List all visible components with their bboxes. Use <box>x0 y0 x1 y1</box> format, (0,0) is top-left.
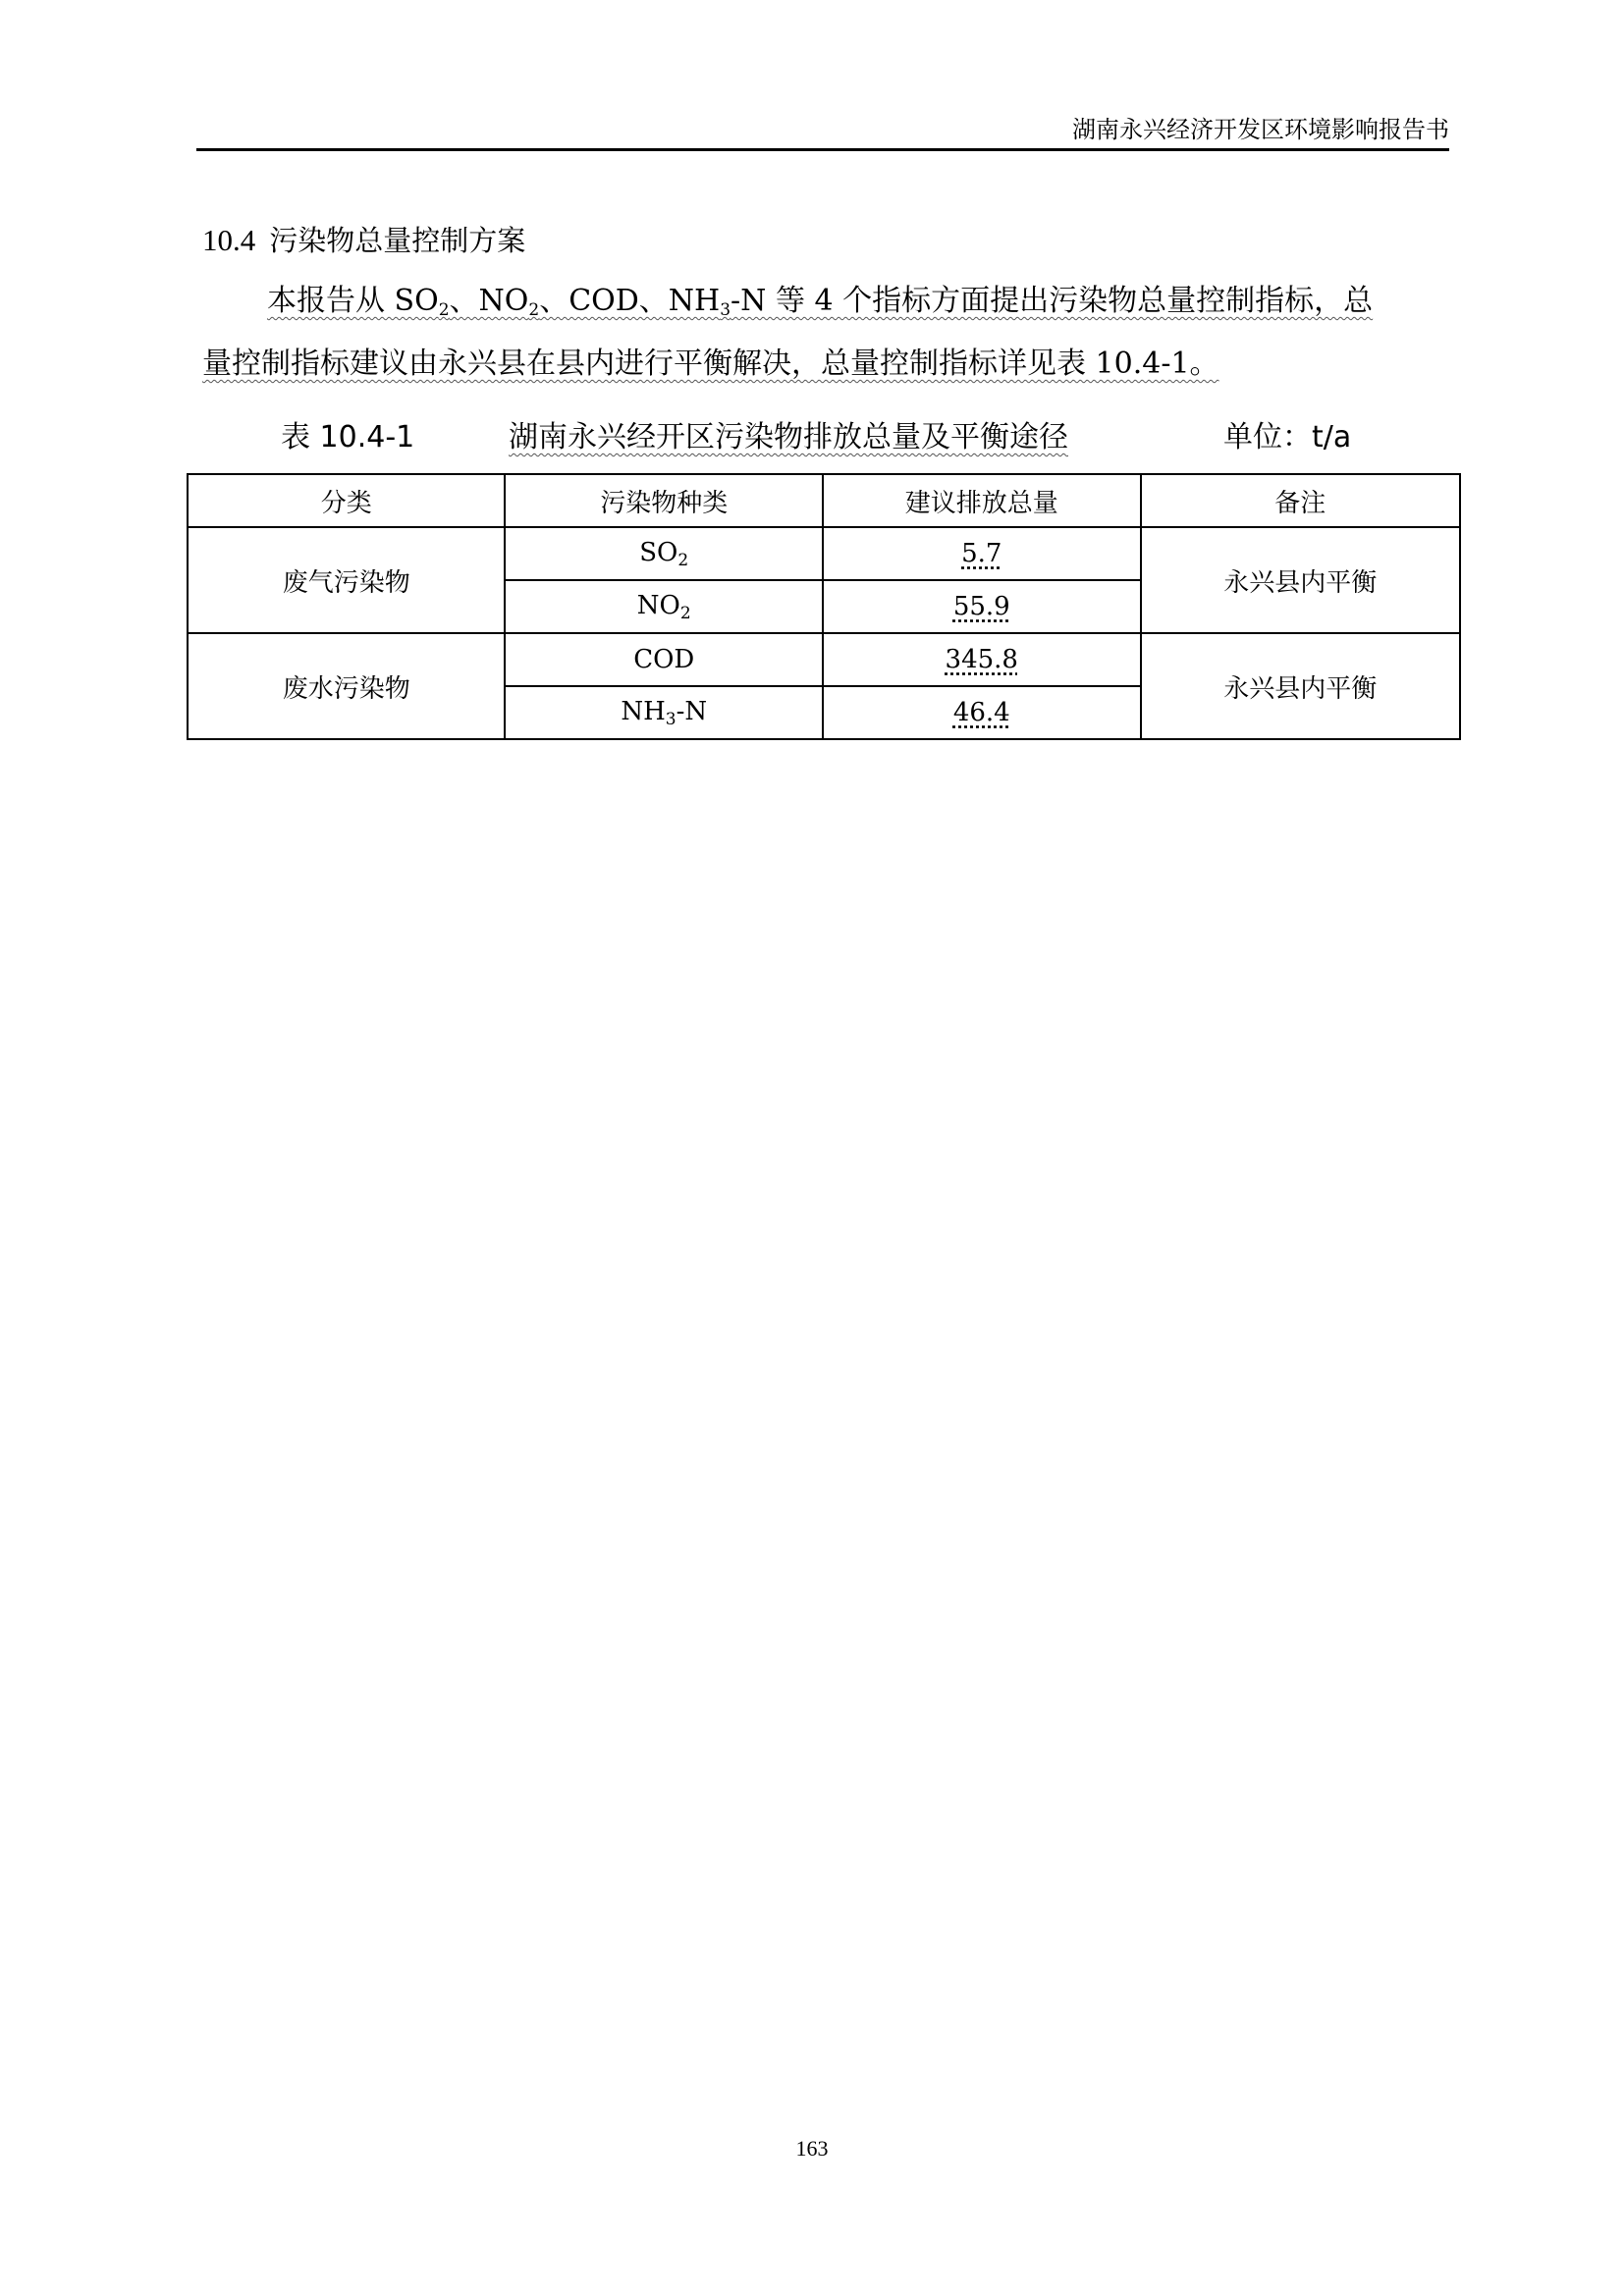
subscript: 2 <box>438 300 450 320</box>
table-row <box>188 633 1460 686</box>
pollutant-name: COD <box>633 645 695 674</box>
pollutant-name: NO <box>636 590 680 620</box>
table-header-row <box>188 474 1460 527</box>
section-heading <box>202 219 525 259</box>
remark-cell: 永兴县内平衡 <box>1141 527 1460 633</box>
header-divider <box>196 148 1449 151</box>
amount-value: 55.9 <box>952 592 1010 621</box>
header-cell: 污染物种类 <box>505 474 823 527</box>
pollutant-name: SO <box>639 537 678 567</box>
paragraph-text: 、NO <box>449 284 529 318</box>
section-number: 10.4 <box>202 223 256 257</box>
pollutant-cell <box>505 633 823 686</box>
page-number: 163 <box>795 2136 829 2161</box>
pollutant-suffix: -N <box>676 696 708 726</box>
subscript: 3 <box>720 300 731 320</box>
amount-cell <box>823 686 1141 739</box>
category-cell: 废气污染物 <box>188 527 505 633</box>
amount-cell <box>823 527 1141 580</box>
pollutant-cell <box>505 527 823 580</box>
remark-cell: 永兴县内平衡 <box>1141 633 1460 739</box>
document-title: 湖南永兴经济开发区环境影响报告书 <box>1072 116 1449 143</box>
pollutant-name: NH <box>621 696 666 726</box>
amount-value: 345.8 <box>945 645 1018 674</box>
table-caption <box>281 412 1371 455</box>
table-number: 表 10.4-1 <box>281 420 415 454</box>
subscript: 2 <box>528 300 540 320</box>
emission-table <box>187 473 1461 740</box>
amount-value: 5.7 <box>961 539 1002 568</box>
table-unit: 单位：t/a <box>1223 420 1352 454</box>
amount-cell <box>823 580 1141 633</box>
subscript: 3 <box>665 709 677 729</box>
pollutant-cell <box>505 580 823 633</box>
header-cell: 备注 <box>1141 474 1460 527</box>
subscript: 2 <box>679 603 691 623</box>
amount-cell <box>823 633 1141 686</box>
pollutant-cell <box>505 686 823 739</box>
table-row <box>188 527 1460 580</box>
table-title: 湖南永兴经开区污染物排放总量及平衡途径 <box>509 420 1068 454</box>
section-title: 污染物总量控制方案 <box>269 224 526 257</box>
body-paragraph-line-1 <box>202 281 1449 331</box>
paragraph-text: 、COD、NH <box>539 284 721 318</box>
subscript: 2 <box>677 550 689 570</box>
paragraph-text: 本报告从 SO <box>267 284 439 318</box>
paragraph-text: -N 等 4 个指标方面提出污染物总量控制指标，总 <box>731 284 1374 318</box>
header-cell: 建议排放总量 <box>823 474 1141 527</box>
category-cell: 废水污染物 <box>188 633 505 739</box>
header-cell: 分类 <box>188 474 505 527</box>
amount-value: 46.4 <box>952 698 1010 727</box>
body-paragraph-line-2: 量控制指标建议由永兴县在县内进行平衡解决，总量控制指标详见表 10.4-1。 <box>202 347 1219 381</box>
